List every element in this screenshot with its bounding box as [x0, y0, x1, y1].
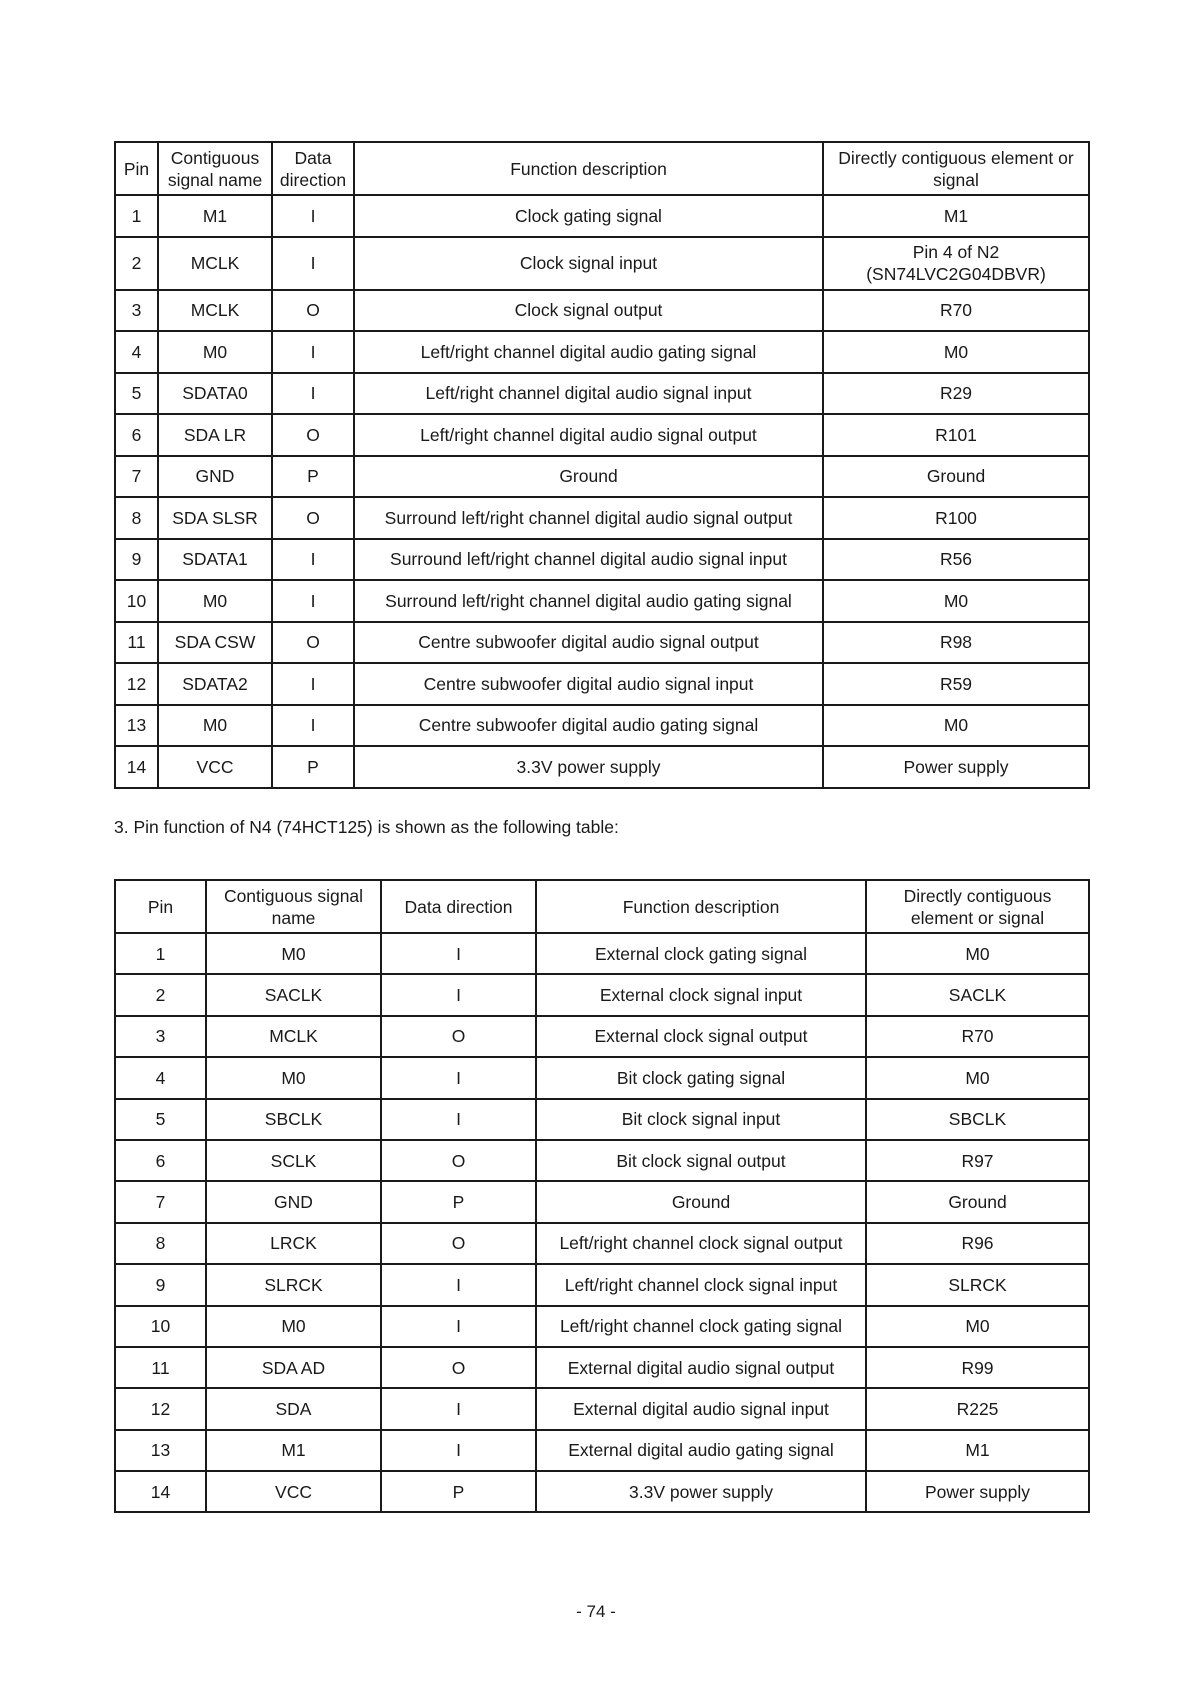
cell-data-direction: I: [381, 1057, 536, 1098]
cell-contiguous-element: M0: [823, 705, 1089, 747]
table-row: [115, 933, 1089, 974]
cell-data-direction: O: [272, 497, 354, 539]
table-row: [115, 456, 1089, 498]
cell-signal-name: M0: [206, 1057, 381, 1098]
cell-contiguous-element: Ground: [866, 1181, 1089, 1222]
cell-signal-name: M0: [206, 1306, 381, 1347]
cell-function-description: Surround left/right channel digital audio signal output: [354, 497, 823, 539]
cell-function-description: External digital audio signal output: [536, 1347, 866, 1388]
cell-pin: 11: [115, 1347, 206, 1388]
cell-function-description: Surround left/right channel digital audio gating signal: [354, 580, 823, 622]
cell-function-description: External clock gating signal: [536, 933, 866, 974]
cell-data-direction: I: [381, 1306, 536, 1347]
cell-function-description: Bit clock signal output: [536, 1140, 866, 1181]
cell-data-direction: I: [381, 933, 536, 974]
cell-function-description: External clock signal input: [536, 974, 866, 1015]
cell-contiguous-element: R70: [866, 1016, 1089, 1057]
cell-function-description: Clock signal output: [354, 290, 823, 332]
cell-contiguous-element: SLRCK: [866, 1264, 1089, 1305]
cell-data-direction: I: [272, 195, 354, 237]
table-row: [115, 705, 1089, 747]
cell-contiguous-element: SACLK: [866, 974, 1089, 1015]
cell-contiguous-element: M0: [866, 1057, 1089, 1098]
cell-function-description: Left/right channel digital audio signal input: [354, 373, 823, 415]
cell-function-description: Centre subwoofer digital audio gating signal: [354, 705, 823, 747]
cell-data-direction: O: [381, 1140, 536, 1181]
cell-contiguous-element: M0: [866, 933, 1089, 974]
table-row: [115, 1430, 1089, 1471]
cell-signal-name: SBCLK: [206, 1099, 381, 1140]
cell-signal-name: MCLK: [158, 290, 272, 332]
cell-function-description: External digital audio gating signal: [536, 1430, 866, 1471]
cell-pin: 13: [115, 1430, 206, 1471]
cell-contiguous-element: R225: [866, 1388, 1089, 1429]
cell-contiguous-element: Power supply: [823, 746, 1089, 788]
cell-pin: 8: [115, 1223, 206, 1264]
table-row: [115, 1347, 1089, 1388]
cell-contiguous-element: R59: [823, 663, 1089, 705]
cell-contiguous-element: R97: [866, 1140, 1089, 1181]
cell-data-direction: I: [272, 373, 354, 415]
cell-data-direction: I: [381, 1099, 536, 1140]
cell-data-direction: P: [381, 1181, 536, 1222]
table-row: [115, 290, 1089, 332]
pin-function-table-1: [114, 141, 1090, 789]
pin-function-table-2: [114, 879, 1090, 1513]
cell-signal-name: SACLK: [206, 974, 381, 1015]
table-row: [115, 1388, 1089, 1429]
cell-pin: 10: [115, 580, 158, 622]
cell-function-description: Clock signal input: [354, 237, 823, 290]
cell-pin: 2: [115, 974, 206, 1015]
table-caption: 3. Pin function of N4 (74HCT125) is shown as the following table:: [114, 817, 619, 837]
cell-pin: 3: [115, 290, 158, 332]
table-row: [115, 1140, 1089, 1181]
header-function-description: Function description: [536, 880, 866, 933]
page-number: - 74 -: [576, 1602, 616, 1621]
cell-contiguous-element: R96: [866, 1223, 1089, 1264]
cell-data-direction: I: [381, 1430, 536, 1471]
cell-pin: 2: [115, 237, 158, 290]
cell-data-direction: P: [272, 456, 354, 498]
table-row: [115, 497, 1089, 539]
cell-function-description: Left/right channel clock gating signal: [536, 1306, 866, 1347]
cell-function-description: Bit clock signal input: [536, 1099, 866, 1140]
cell-signal-name: VCC: [158, 746, 272, 788]
cell-contiguous-element: M0: [866, 1306, 1089, 1347]
cell-pin: 14: [115, 746, 158, 788]
table-row: [115, 746, 1089, 788]
cell-signal-name: M0: [206, 933, 381, 974]
cell-pin: 10: [115, 1306, 206, 1347]
cell-pin: 8: [115, 497, 158, 539]
cell-contiguous-element: Power supply: [866, 1471, 1089, 1512]
cell-contiguous-element: R98: [823, 622, 1089, 664]
header-signal-name: Contiguous signal name: [158, 142, 272, 195]
table-row: [115, 580, 1089, 622]
cell-pin: 1: [115, 933, 206, 974]
cell-signal-name: VCC: [206, 1471, 381, 1512]
cell-pin: 12: [115, 663, 158, 705]
cell-pin: 13: [115, 705, 158, 747]
header-pin: Pin: [115, 880, 206, 933]
cell-pin: 1: [115, 195, 158, 237]
cell-contiguous-element: M0: [823, 331, 1089, 373]
table-row: [115, 1057, 1089, 1098]
header-contiguous-element: Directly contiguous element or signal: [866, 880, 1089, 933]
cell-signal-name: SLRCK: [206, 1264, 381, 1305]
cell-signal-name: LRCK: [206, 1223, 381, 1264]
cell-pin: 6: [115, 1140, 206, 1181]
table-row: [115, 1264, 1089, 1305]
cell-contiguous-element: Pin 4 of N2 (SN74LVC2G04DBVR): [823, 237, 1089, 290]
cell-signal-name: GND: [206, 1181, 381, 1222]
cell-contiguous-element: Ground: [823, 456, 1089, 498]
cell-function-description: 3.3V power supply: [354, 746, 823, 788]
cell-pin: 12: [115, 1388, 206, 1429]
cell-data-direction: I: [272, 663, 354, 705]
cell-function-description: Bit clock gating signal: [536, 1057, 866, 1098]
header-function-description: Function description: [354, 142, 823, 195]
cell-data-direction: P: [381, 1471, 536, 1512]
table-row: [115, 1099, 1089, 1140]
cell-signal-name: SDA LR: [158, 414, 272, 456]
cell-signal-name: SDATA1: [158, 539, 272, 581]
cell-function-description: Centre subwoofer digital audio signal output: [354, 622, 823, 664]
cell-pin: 7: [115, 1181, 206, 1222]
table-row: [115, 1181, 1089, 1222]
cell-data-direction: I: [272, 237, 354, 290]
cell-contiguous-element: R29: [823, 373, 1089, 415]
cell-signal-name: SDATA2: [158, 663, 272, 705]
cell-data-direction: O: [272, 622, 354, 664]
table-row: [115, 539, 1089, 581]
cell-signal-name: SCLK: [206, 1140, 381, 1181]
cell-data-direction: P: [272, 746, 354, 788]
table-header-row: [115, 142, 1089, 195]
cell-data-direction: I: [272, 580, 354, 622]
table-header-row: [115, 880, 1089, 933]
cell-contiguous-element: M1: [866, 1430, 1089, 1471]
cell-contiguous-element: R70: [823, 290, 1089, 332]
cell-function-description: External clock signal output: [536, 1016, 866, 1057]
table-row: [115, 1306, 1089, 1347]
cell-pin: 9: [115, 539, 158, 581]
cell-function-description: Left/right channel clock signal output: [536, 1223, 866, 1264]
cell-function-description: Clock gating signal: [354, 195, 823, 237]
cell-contiguous-element: M0: [823, 580, 1089, 622]
cell-data-direction: I: [381, 1388, 536, 1429]
cell-contiguous-element: SBCLK: [866, 1099, 1089, 1140]
cell-function-description: 3.3V power supply: [536, 1471, 866, 1512]
cell-pin: 4: [115, 1057, 206, 1098]
cell-function-description: Left/right channel digital audio signal output: [354, 414, 823, 456]
cell-data-direction: I: [272, 539, 354, 581]
header-data-direction: Data direction: [272, 142, 354, 195]
cell-function-description: Left/right channel digital audio gating signal: [354, 331, 823, 373]
cell-pin: 7: [115, 456, 158, 498]
cell-pin: 5: [115, 373, 158, 415]
cell-pin: 14: [115, 1471, 206, 1512]
cell-data-direction: O: [381, 1223, 536, 1264]
cell-signal-name: M0: [158, 331, 272, 373]
cell-function-description: External digital audio signal input: [536, 1388, 866, 1429]
cell-function-description: Ground: [354, 456, 823, 498]
cell-pin: 11: [115, 622, 158, 664]
cell-data-direction: O: [272, 290, 354, 332]
cell-contiguous-element: R100: [823, 497, 1089, 539]
cell-signal-name: MCLK: [206, 1016, 381, 1057]
table-row: [115, 414, 1089, 456]
cell-signal-name: GND: [158, 456, 272, 498]
cell-data-direction: O: [381, 1016, 536, 1057]
cell-pin: 6: [115, 414, 158, 456]
cell-signal-name: M1: [206, 1430, 381, 1471]
table-row: [115, 1223, 1089, 1264]
cell-data-direction: I: [272, 331, 354, 373]
table-row: [115, 1016, 1089, 1057]
cell-function-description: Ground: [536, 1181, 866, 1222]
cell-contiguous-element: M1: [823, 195, 1089, 237]
cell-pin: 4: [115, 331, 158, 373]
cell-pin: 9: [115, 1264, 206, 1305]
table-row: [115, 622, 1089, 664]
cell-contiguous-element: R99: [866, 1347, 1089, 1388]
cell-data-direction: O: [272, 414, 354, 456]
header-data-direction: Data direction: [381, 880, 536, 933]
cell-signal-name: SDATA0: [158, 373, 272, 415]
cell-signal-name: M0: [158, 705, 272, 747]
table-row: [115, 1471, 1089, 1512]
cell-function-description: Surround left/right channel digital audio signal input: [354, 539, 823, 581]
cell-data-direction: I: [272, 705, 354, 747]
cell-signal-name: MCLK: [158, 237, 272, 290]
header-contiguous-element: Directly contiguous element or signal: [823, 142, 1089, 195]
table-row: [115, 663, 1089, 705]
header-signal-name: Contiguous signal name: [206, 880, 381, 933]
cell-pin: 5: [115, 1099, 206, 1140]
cell-contiguous-element: R56: [823, 539, 1089, 581]
cell-function-description: Left/right channel clock signal input: [536, 1264, 866, 1305]
table-row: [115, 373, 1089, 415]
header-pin: Pin: [115, 142, 158, 195]
cell-data-direction: I: [381, 1264, 536, 1305]
cell-signal-name: SDA AD: [206, 1347, 381, 1388]
table-row: [115, 237, 1089, 290]
cell-pin: 3: [115, 1016, 206, 1057]
cell-signal-name: M0: [158, 580, 272, 622]
table-row: [115, 974, 1089, 1015]
cell-function-description: Centre subwoofer digital audio signal input: [354, 663, 823, 705]
table-row: [115, 331, 1089, 373]
cell-signal-name: M1: [158, 195, 272, 237]
cell-data-direction: I: [381, 974, 536, 1015]
cell-data-direction: O: [381, 1347, 536, 1388]
cell-signal-name: SDA CSW: [158, 622, 272, 664]
cell-signal-name: SDA SLSR: [158, 497, 272, 539]
table-row: [115, 195, 1089, 237]
cell-signal-name: SDA: [206, 1388, 381, 1429]
cell-contiguous-element: R101: [823, 414, 1089, 456]
